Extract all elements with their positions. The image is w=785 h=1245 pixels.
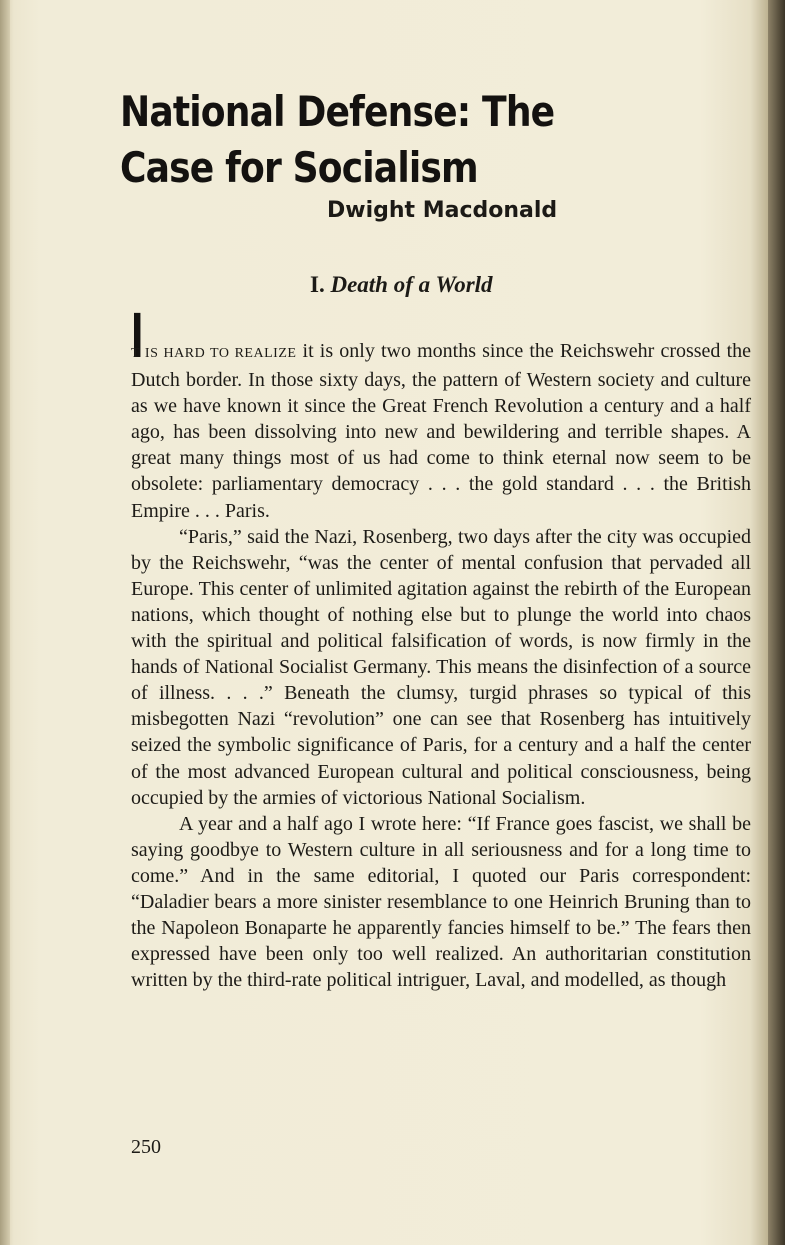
article-author: Dwight Macdonald: [327, 198, 558, 223]
paragraph-1-text: it is only two months since the Reichswehr crossed the Dutch border. In those sixty days, the pattern of Western society and culture as we have known it since the Great French Revolution a century and a half ago, has been dissolving into new and bewildering and terrible shapes. A great many things most of us had come to think eternal now seem to be obsolete: parliamentary democracy . . . the gold standard . . . the British Empire . . . Paris.: [131, 340, 752, 522]
article-body: [131, 338, 751, 993]
section-number: I.: [310, 272, 325, 297]
paragraph-3: A year and a half ago I wrote here: “If France goes fascist, we shall be saying goodbye to Western culture in all seriousness and for a long time to come.” And in the same editorial, I quoted our Paris correspondent: “Daladier bears a more sinister resemblance to one Heinrich Bruning than to the Napoleon Bonaparte he apparently fancies himself to be.” The fears then expressed have been only too well realized. An authoritarian constitution written by the third-rate political intriguer, Laval, and modelled, as though: [131, 812, 751, 992]
section-title: Death of a World: [330, 272, 493, 297]
section-heading: [310, 272, 493, 298]
page-edge: [768, 0, 785, 1245]
lead-smallcaps: T IS HARD TO REALIZE: [131, 346, 297, 361]
drop-cap: I: [131, 299, 144, 371]
paragraph-2: “Paris,” said the Nazi, Rosenberg, two days after the city was occupied by the Reichswehr, “was the center of mental confusion that pervaded all Europe. This center of unlimited agitation against the rebirth of the European nations, which thought of nothing else but to plunge the world into chaos with the spiritual and political falsification of words, is now firmly in the hands of National Socialist Germany. This means the disinfection of a source of illness. . . .” Beneath the clumsy, turgid phrases so typical of this misbegotten Nazi “revolution” one can see that Rosenberg has intuitively seized the symbolic significance of Paris, for a century and a half the center of the most advanced European cultural and political consciousness, being occupied by the armies of victorious National Socialism.: [131, 525, 751, 809]
book-spine-shadow: [0, 0, 10, 1245]
article-title: National Defense: The Case for Socialism: [120, 87, 555, 192]
paragraph-1: [131, 338, 751, 524]
page-number: 250: [131, 1136, 161, 1158]
